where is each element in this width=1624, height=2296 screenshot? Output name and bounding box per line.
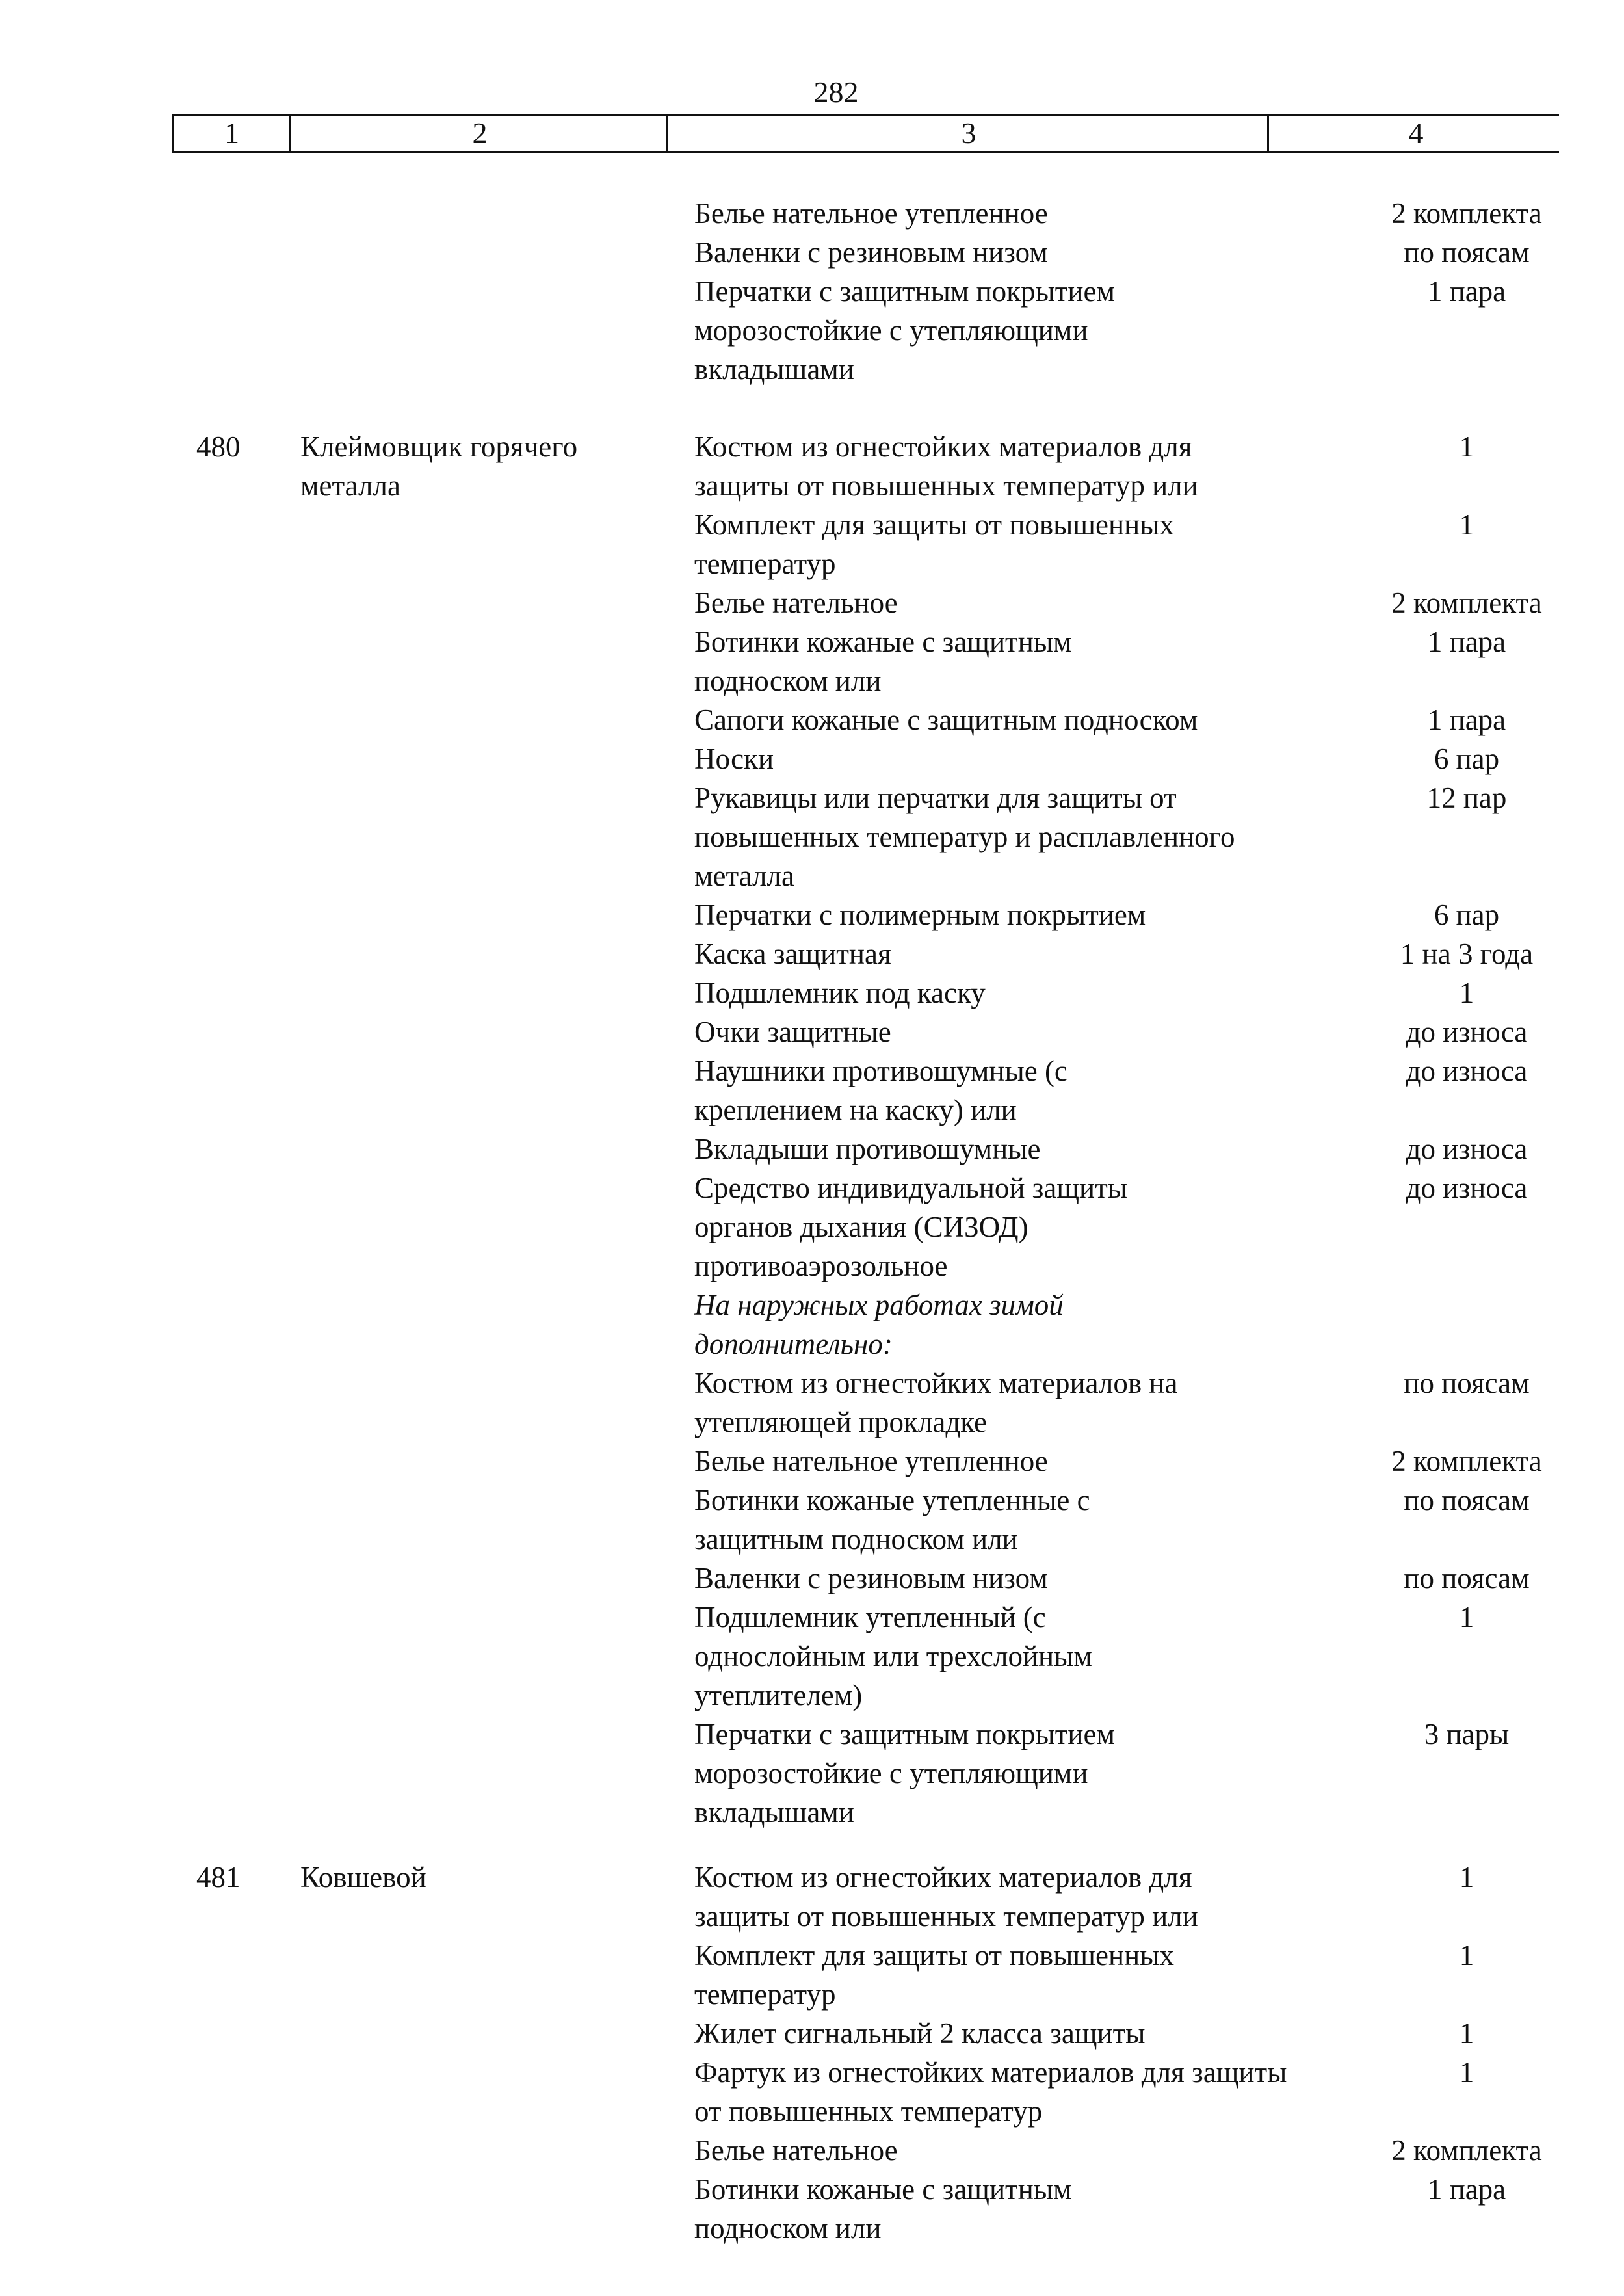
item-quantity: по поясам bbox=[1404, 1562, 1530, 1594]
item-name: Костюм из огнестойких материалов на утепляющей прокладке bbox=[694, 1367, 1178, 1438]
column-header-2: 2 bbox=[289, 116, 668, 151]
item-name: Носки bbox=[694, 743, 774, 775]
list-item bbox=[694, 2014, 1474, 2053]
item-quantity: 1 bbox=[1459, 1939, 1474, 1972]
item-name: Очки защитные bbox=[694, 1016, 891, 1048]
item-quantity: 1 пара bbox=[1427, 704, 1506, 736]
item-quantity: 1 bbox=[1459, 2056, 1474, 2089]
list-item bbox=[694, 1442, 1542, 1481]
entry-number: 481 bbox=[196, 1861, 241, 1894]
profession-name: Клеймовщик горячего металла bbox=[300, 430, 578, 502]
item-name: Костюм из огнестойких материалов для защиты от повышенных температур или bbox=[694, 430, 1198, 502]
list-item bbox=[694, 272, 1506, 386]
column-header-row bbox=[172, 114, 1559, 153]
item-quantity: по поясам bbox=[1404, 1484, 1530, 1516]
item-name: Белье нательное утепленное bbox=[694, 197, 1048, 230]
item-name: Валенки с резиновым низом bbox=[694, 236, 1048, 269]
item-name: Средство индивидуальной защиты органов дыхания (СИЗОД) противоаэрозольное bbox=[694, 1172, 1128, 1282]
item-quantity: 2 комплекта bbox=[1391, 587, 1542, 619]
list-item bbox=[694, 1051, 1528, 1126]
item-quantity: 6 пар bbox=[1434, 743, 1500, 775]
item-quantity: 2 комплекта bbox=[1391, 1445, 1542, 1477]
item-name: Белье нательное bbox=[694, 2134, 898, 2167]
item-quantity: 1 bbox=[1459, 508, 1474, 541]
item-name: Валенки с резиновым низом bbox=[694, 1562, 1048, 1594]
item-name: Подшлемник утепленный (с однослойным или трехслойным утеплителем) bbox=[694, 1601, 1092, 1711]
item-quantity: 2 комплекта bbox=[1391, 2134, 1542, 2167]
list-item bbox=[694, 1481, 1530, 1555]
list-item bbox=[694, 2053, 1474, 2128]
item-quantity: 2 комплекта bbox=[1391, 197, 1542, 230]
item-name: Ботинки кожаные утепленные с защитным подноском или bbox=[694, 1484, 1090, 1555]
list-item bbox=[694, 2170, 1506, 2245]
list-item bbox=[694, 427, 1474, 502]
item-name: Костюм из огнестойких материалов для защиты от повышенных температур или bbox=[694, 1861, 1198, 1933]
column-header-3: 3 bbox=[666, 116, 1269, 151]
item-name: Рукавицы или перчатки для защиты от повышенных температур и расплавленного металла bbox=[694, 782, 1235, 892]
list-item bbox=[694, 778, 1507, 892]
list-item bbox=[694, 1858, 1474, 1933]
list-item bbox=[694, 622, 1506, 697]
list-item bbox=[694, 1364, 1530, 1438]
list-item bbox=[694, 1129, 1528, 1168]
list-item bbox=[694, 505, 1474, 580]
profession-name: Ковшевой bbox=[300, 1861, 426, 1894]
list-item bbox=[694, 194, 1542, 233]
item-quantity: 1 bbox=[1459, 1861, 1474, 1894]
list-item bbox=[694, 1598, 1474, 1711]
item-name: Комплект для защиты от повышенных температур bbox=[694, 1939, 1174, 2011]
item-quantity: 1 пара bbox=[1427, 2173, 1506, 2206]
item-quantity: 1 bbox=[1459, 977, 1474, 1009]
list-item bbox=[694, 1168, 1528, 1282]
list-item bbox=[694, 1936, 1474, 2011]
item-quantity: до износа bbox=[1406, 1172, 1528, 1204]
item-name: Перчатки с защитным покрытием морозостойкие с утепляющими вкладышами bbox=[694, 1718, 1115, 1828]
item-name: Фартук из огнестойких материалов для защиты от повышенных температур bbox=[694, 2056, 1287, 2128]
item-name: Перчатки с защитным покрытием морозостойкие с утепляющими вкладышами bbox=[694, 275, 1115, 386]
item-quantity: 1 bbox=[1459, 1601, 1474, 1633]
item-quantity: до износа bbox=[1406, 1016, 1528, 1048]
item-name: Комплект для защиты от повышенных температур bbox=[694, 508, 1174, 580]
item-name: Белье нательное утепленное bbox=[694, 1445, 1048, 1477]
column-header-4: 4 bbox=[1267, 116, 1563, 151]
list-item bbox=[694, 934, 1534, 973]
page-number: 282 bbox=[813, 75, 859, 109]
list-item bbox=[694, 583, 1542, 622]
list-item bbox=[694, 1715, 1510, 1828]
list-item bbox=[694, 1559, 1530, 1598]
item-name: Каска защитная bbox=[694, 938, 891, 970]
item-quantity: 12 пар bbox=[1426, 782, 1507, 814]
list-item bbox=[694, 2131, 1542, 2170]
item-name: Наушники противошумные (с креплением на каску) или bbox=[694, 1055, 1067, 1126]
item-quantity: 1 пара bbox=[1427, 275, 1506, 308]
list-item bbox=[694, 739, 1500, 778]
list-item bbox=[694, 700, 1506, 739]
list-item bbox=[694, 233, 1530, 272]
item-quantity: 3 пары bbox=[1424, 1718, 1510, 1750]
item-name: Ботинки кожаные с защитным подноском или bbox=[694, 626, 1072, 697]
item-name: Вкладыши противошумные bbox=[694, 1133, 1041, 1165]
item-quantity: до износа bbox=[1406, 1133, 1528, 1165]
item-name: Ботинки кожаные с защитным подноском или bbox=[694, 2173, 1072, 2245]
item-quantity: 1 пара bbox=[1427, 626, 1506, 658]
entry-number: 480 bbox=[196, 430, 241, 463]
item-quantity: до износа bbox=[1406, 1055, 1528, 1087]
item-quantity: 6 пар bbox=[1434, 899, 1500, 931]
item-name: Сапоги кожаные с защитным подноском bbox=[694, 704, 1198, 736]
column-header-1: 1 bbox=[224, 116, 239, 150]
item-name: Перчатки с полимерным покрытием bbox=[694, 899, 1146, 931]
item-name: Белье нательное bbox=[694, 587, 898, 619]
winter-note: На наружных работах зимой дополнительно: bbox=[694, 1289, 1064, 1360]
item-quantity: по поясам bbox=[1404, 1367, 1530, 1399]
item-quantity: 1 bbox=[1459, 2017, 1474, 2050]
list-item bbox=[694, 895, 1500, 934]
list-item bbox=[694, 1012, 1528, 1051]
item-quantity: 1 bbox=[1459, 430, 1474, 463]
item-name: Жилет сигнальный 2 класса защиты bbox=[694, 2017, 1146, 2050]
list-item bbox=[694, 973, 1474, 1012]
item-quantity: 1 на 3 года bbox=[1400, 938, 1534, 970]
item-quantity: по поясам bbox=[1404, 236, 1530, 269]
item-name: Подшлемник под каску bbox=[694, 977, 986, 1009]
